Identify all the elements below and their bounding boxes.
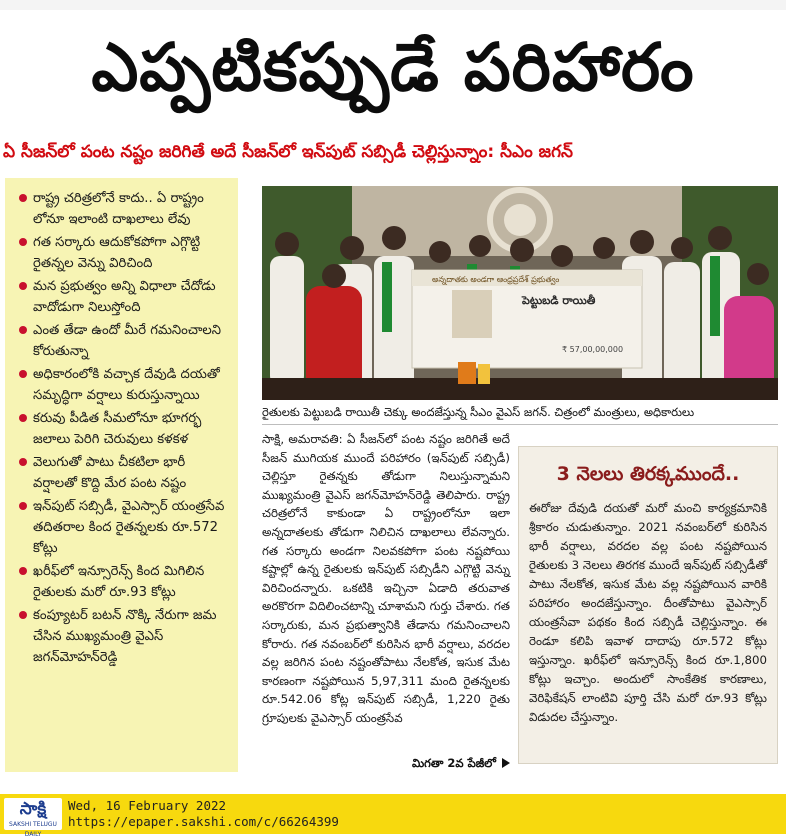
bullet-dot-icon — [19, 326, 27, 334]
continued-note — [350, 754, 510, 772]
side-box-title: 3 నెలలు తిరక్కముందే.. — [556, 463, 740, 485]
highlight-item — [19, 364, 230, 406]
arrow-right-icon — [502, 758, 510, 768]
side-box — [518, 446, 778, 764]
side-box-body: ఈరోజు దేవుడి దయతో మరో మంచి కార్యక్రమానికి శ్రీకారం చుడుతున్నాం. 2021 నవంబర్‌లో కురిసిన భారీ వర్షాలు, వరదల వల్ల పంట నష్టపోయిన రైతులకు 3 నెలలు తిరగక ముందే ఇన్‌పుట్ సబ్సిడీతో పాటు నేలకోత, ఇసుక మేట వల్ల నష్టపోయిన వారికి పరిహారం అందజేస్తున్నాం. దీంతోపాటు వైఎస్సార్ యంత్రసేవా పథకం కింద సబ్సిడీ చెల్లిస్తున్నాం. ఈ రెండూ కలిపి ఇవాళ దాదాపు రూ.572 కోట్లు ఇస్తున్నాం. ఖరీఫ్‌లో ఇన్సూరెన్స్ కింద రూ.1,800 కోట్లు ఇచ్చాం. అందులో సాంకేతిక కారణాలు, వెరిఫికేషన్ లాంటివి పూర్తి చేసి మరో రూ.93 కోట్లు విడుదల చేస్తున్నాం. — [529, 501, 767, 724]
highlight-item — [19, 276, 230, 318]
bullet-dot-icon — [19, 370, 27, 378]
cheque-header: అన్నదాతకు అండగా ఆంధ్రప్రదేశ్ ప్రభుత్వం — [432, 275, 560, 284]
article-body: సాక్షి, అమరావతి: ఏ సీజన్‌లో పంట నష్టం జరిగితే అదే సీజన్ ముగియక ముందే పరిహారం (ఇన్‌పుట్ సబ్సిడీ) చెల్లిస్తూ రైతన్నకు తోడుగా నిలుస్తున్నామని ముఖ్యమంత్రి వైఎస్ జగన్‌మోహన్‌రెడ్డి తెలిపారు. రాష్ట్ర చరిత్రలోనే కాకుండా ఏ రాష్ట్రంలోనూ ఇలా అన్నదాతలకు తోడుగా నిలిచిన దాఖలాలు లేవన్నారు. గత సర్కారు అండగా నిలవకపోగా పంట నష్టపోయి కష్టాల్లో ఉన్న రైతులకు ఇన్‌పుట్ సబ్సిడీని ఎగ్గొట్టి వెన్ను విరిచిందన్నారు. ఒకటికి ఇచ్చినా ఏడాది తరువాత అరకొరగా విదిలించటాన్ని చూశామని గుర్తు చేశారు. గత సర్కారుకు, మన ప్రభుత్వానికి తేడాను గమనించాలని కోరారు. గత నవంబర్‌లో కురిసిన భారీ వర్షాలు, వరదల వల్ల జరిగిన పంట నష్టంతోపాటు నేలకోత, ఇసుక మేట కారణంగా నష్టపోయిన 5,97,311 మంది రైతన్నలకు రూ.542.06 కోట్ల ఇన్‌పుట్ సబ్సిడీ, 1,220 రైతు గ్రూపులకు వైఎస్సార్ యంత్రసేవ — [262, 432, 510, 725]
highlight-item — [19, 320, 230, 362]
highlight-item — [19, 496, 230, 559]
logo-text: సాక్షి — [19, 799, 47, 819]
highlight-item — [19, 188, 230, 230]
news-photo — [262, 186, 778, 400]
epaper-link[interactable]: https://epaper.sakshi.com/c/66264399 — [68, 814, 339, 829]
bullet-dot-icon — [19, 194, 27, 202]
bullet-dot-icon — [19, 282, 27, 290]
highlight-item — [19, 561, 230, 603]
highlight-text: మన ప్రభుత్వం అన్ని విధాలా చేదోడు వాదోడుగా నిలుస్తోంది — [33, 279, 216, 315]
bullet-dot-icon — [19, 502, 27, 510]
cheque-amount: ₹ 57,00,00,000 — [562, 345, 624, 354]
subheadline: ఏ సీజన్‌లో పంట నష్టం జరిగితే అదే సీజన్‌లో ఇన్‌పుట్ సబ్సిడీ చెల్లిస్తున్నాం: సీఎం జగన్ — [3, 142, 573, 162]
highlight-text: ఇన్‌పుట్ సబ్సిడీ, వైఎస్సార్ యంత్రసేవ తదితరాల కింద రైతన్నలకు రూ.572 కోట్లు — [33, 499, 225, 556]
highlight-text: ఎంత తేడా ఉందో మీరే గమనించాలని కోరుతున్నా — [33, 323, 221, 359]
top-strip — [0, 0, 786, 10]
highlight-text: కంప్యూటర్ బటన్ నొక్కి నేరుగా జమ చేసిన ముఖ్యమంత్రి వైఎస్ జగన్‌మోహన్‌రెడ్డి — [33, 608, 217, 665]
highlight-text: కరువు పీడిత సీమలోనూ భూగర్భ జలాలు పెరిగి చెరువులు కళకళ — [33, 411, 202, 447]
bullet-dot-icon — [19, 611, 27, 619]
bullet-dot-icon — [19, 458, 27, 466]
highlight-text: ఖరీఫ్‌లో ఇన్సూరెన్స్ కింద మిగిలిన రైతులకు మరో రూ.93 కోట్లు — [33, 564, 205, 600]
edition-date: Wed, 16 February 2022 — [68, 798, 227, 813]
continued-text: మిగతా 2వ పేజీలో — [411, 756, 496, 770]
headline: ఎప్పటికప్పుడే పరిహారం — [91, 29, 695, 106]
bullet-dot-icon — [19, 567, 27, 575]
highlight-item — [19, 605, 230, 668]
cheque-title: పెట్టుబడి రాయితీ — [522, 294, 596, 307]
footer — [0, 794, 786, 838]
bullet-dot-icon — [19, 238, 27, 246]
highlights-box — [5, 178, 238, 772]
sakshi-logo — [4, 798, 62, 838]
highlight-text: గత సర్కారు ఆదుకోకపోగా ఎగ్గొట్టి రైతన్నల వెన్ను విరిచింది — [33, 235, 201, 271]
highlight-text: వెలుగుతో పాటు చీకటిలా భారీ వర్షాలతో కొద్ది మేర పంట నష్టం — [33, 455, 187, 491]
highlight-text: అధికారంలోకి వచ్చాక దేవుడి దయతో సమృద్ధిగా వర్షాలు కురుస్తున్నాయి — [33, 367, 220, 403]
logo-subtitle: SAKSHI TELUGU DAILY — [9, 821, 57, 838]
highlight-item — [19, 452, 230, 494]
bullet-dot-icon — [19, 414, 27, 422]
highlight-item — [19, 408, 230, 450]
highlight-item — [19, 232, 230, 274]
highlight-text: రాష్ట్ర చరిత్రలోనే కాదు.. ఏ రాష్ట్రం లోనూ ఇలాంటి దాఖలాలు లేవు — [33, 191, 204, 227]
photo-caption: రైతులకు పెట్టుబడి రాయితీ చెక్కు అందజేస్తున్న సీఎం వైఎస్ జగన్. చిత్రంలో మంత్రులు, అధికారులు — [262, 405, 695, 419]
divider — [262, 424, 778, 425]
